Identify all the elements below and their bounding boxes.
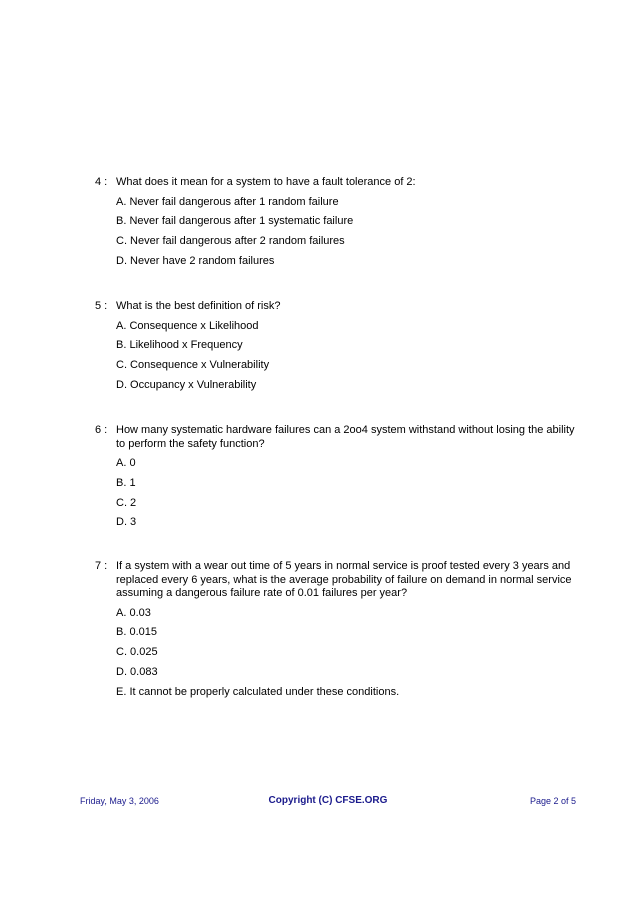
answer-option-d: D. Occupancy x Vulnerability: [116, 378, 257, 391]
answer-option-a: A. 0: [116, 457, 136, 469]
answer-option-b: B. 1: [116, 476, 136, 489]
question-6: [95, 424, 575, 536]
answer-option-b: B. Likelihood x Frequency: [116, 339, 243, 352]
question-7: [95, 560, 575, 705]
footer-page-number: Page 2 of 5: [529, 796, 576, 806]
answer-option-b: B. 0.015: [116, 626, 157, 639]
answer-option-b: B. Never fail dangerous after 1 systematic failure: [116, 215, 354, 228]
answer-option-a: A. Never fail dangerous after 1 random failure: [116, 195, 339, 208]
footer-date: Friday, May 3, 2006: [80, 796, 159, 806]
answer-options: [116, 457, 575, 530]
question-header: [95, 560, 575, 601]
answer-option-a: A. 0.03: [116, 606, 151, 619]
answer-option-c: C. Never fail dangerous after 2 random failures: [116, 235, 345, 248]
question-number: 5 :: [95, 300, 108, 312]
question-header: [95, 300, 575, 314]
question-number: 6 :: [95, 424, 108, 436]
answer-option-a: A. Consequence x Likelihood: [116, 319, 259, 332]
question-text: What is the best definition of risk?: [116, 300, 281, 312]
question-text: What does it mean for a system to have a fault tolerance of 2:: [116, 176, 416, 188]
answer-option-c: C. Consequence x Vulnerability: [116, 359, 270, 372]
question-header: [95, 424, 575, 451]
question-text: How many systematic hardware failures can a 2oo4 system withstand without losing the ability to perform the safety function?: [116, 424, 575, 450]
answer-options: [116, 196, 575, 269]
question-header: [95, 176, 575, 190]
answer-option-c: C. 2: [116, 496, 137, 509]
answer-options: [116, 607, 575, 700]
question-4: [95, 176, 575, 275]
question-5: [95, 300, 575, 399]
answer-option-d: D. Never have 2 random failures: [116, 254, 275, 267]
answer-option-c: C. 0.025: [116, 646, 158, 659]
question-number: 7 :: [95, 560, 108, 572]
answer-option-e: E. It cannot be properly calculated under these conditions.: [116, 685, 400, 698]
answer-options: [116, 320, 575, 393]
footer-copyright: Copyright (C) CFSE.ORG: [268, 795, 388, 806]
page-footer: [80, 795, 576, 809]
answer-option-d: D. 3: [116, 516, 137, 529]
question-number: 4 :: [95, 176, 108, 188]
question-text: If a system with a wear out time of 5 years in normal service is proof tested every 3 years and replaced every 6 years, what is the average probability of failure on demand in normal service assuming a dangerous failure rate of 0.01 failures per year?: [116, 560, 572, 599]
answer-option-d: D. 0.083: [116, 665, 158, 678]
